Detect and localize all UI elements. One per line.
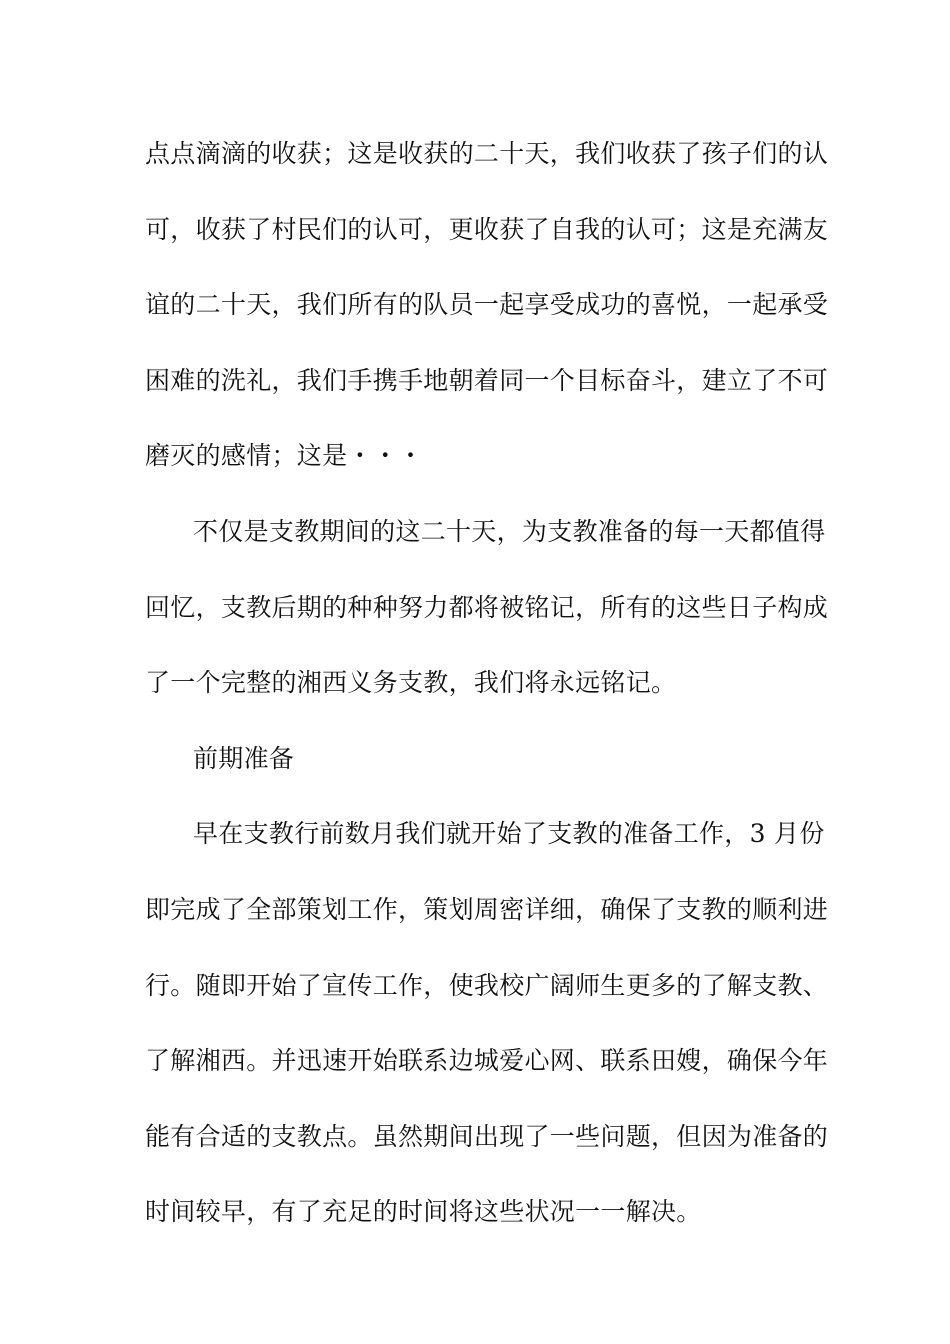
text-line: 能有合适的支教点。虽然期间出现了一些问题，但因为准备的 xyxy=(145,1121,829,1151)
text-line: 困难的洗礼，我们手携手地朝着同一个目标奋斗，建立了不可 xyxy=(145,365,829,395)
paragraph-continuation xyxy=(145,128,829,506)
text-line: 点点滴滴的收获；这是收获的二十天，我们收获了孩子们的认 xyxy=(145,139,829,168)
text-line: 回忆，支教后期的种种努力都将被铭记，所有的这些日子构成 xyxy=(145,592,829,622)
text-line: 了一个完整的湘西义务支教，我们将永远铭记。 xyxy=(145,668,677,698)
document-body xyxy=(145,128,829,1262)
text-line: 即完成了全部策划工作，策划周密详细，确保了支教的顺利进 xyxy=(145,894,829,924)
text-line: 可，收获了村民们的认可，更收获了自我的认可；这是充满友 xyxy=(145,214,829,244)
paragraph-preparation xyxy=(145,808,829,1262)
section-heading: 前期准备 xyxy=(193,743,295,773)
text-line: 了解湘西。并迅速开始联系边城爱心网、联系田嫂，确保今年 xyxy=(145,1046,829,1076)
text-line: 磨灭的感情；这是・・・ xyxy=(145,441,424,471)
text-line: 时间较早，有了充足的时间将这些状况一一解决。 xyxy=(145,1197,702,1227)
text-line: 不仅是支教期间的这二十天，为支教准备的每一天都值得 xyxy=(193,516,826,546)
text-line: 早在支教行前数月我们就开始了支教的准备工作，3 月份 xyxy=(193,819,825,849)
paragraph-reflection xyxy=(145,506,829,733)
text-line: 谊的二十天，我们所有的队员一起享受成功的喜悦，一起承受 xyxy=(145,290,829,320)
text-line: 行。随即开始了宣传工作，使我校广阔师生更多的了解支教、 xyxy=(145,970,829,1000)
